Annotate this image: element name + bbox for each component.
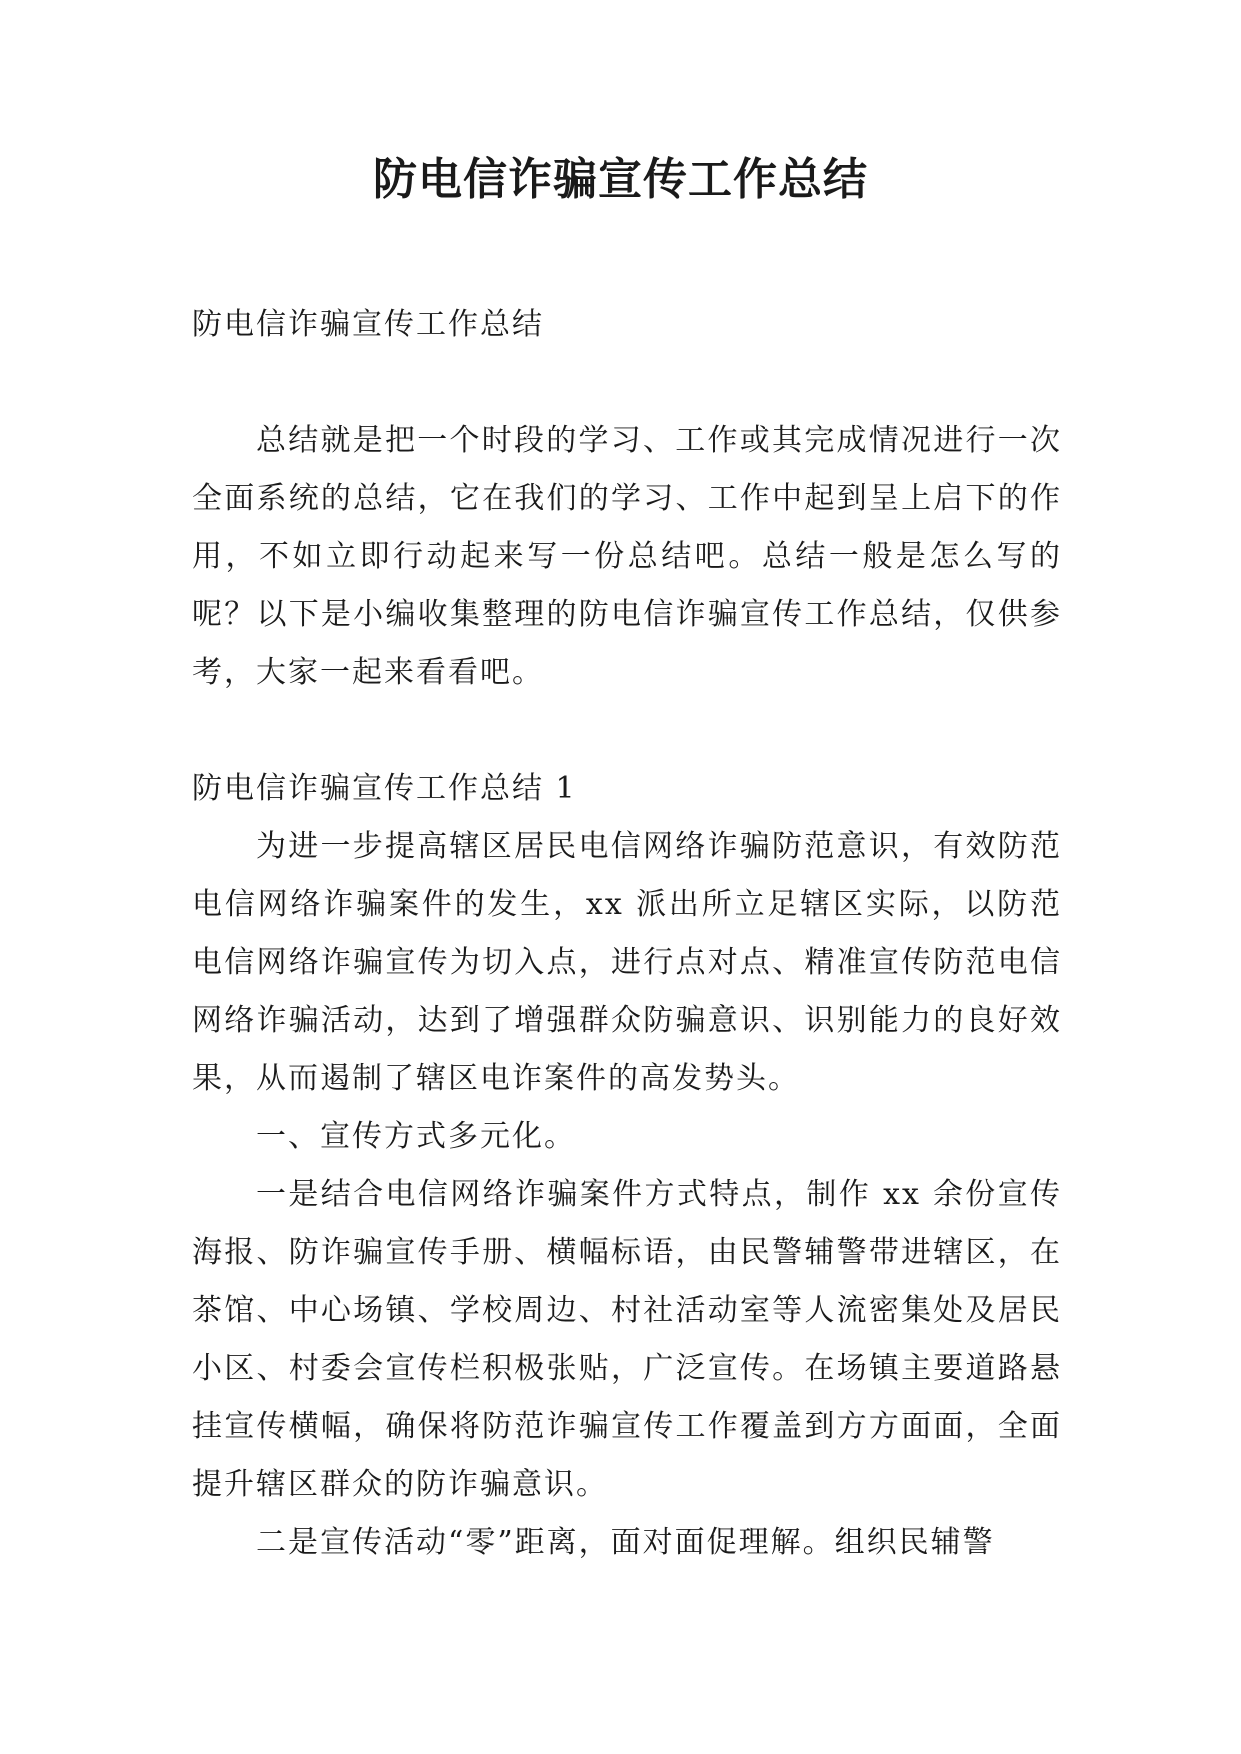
intro-paragraph: 总结就是把一个时段的学习、工作或其完成情况进行一次全面系统的总结，它在我们的学习、工作中起到呈上启下的作用，不如立即行动起来写一份总结吧。总结一般是怎么写的呢？以下是小编收集整理的防电信诈骗宣传工作总结，仅供参考，大家一起来看看吧。 [192, 423, 1062, 690]
body-paragraph: 二是宣传活动“零”距离，面对面促理解。组织民辅警 [256, 1525, 995, 1560]
body-paragraph: 为进一步提高辖区居民电信网络诈骗防范意识，有效防范电信网络诈骗案件的发生，xx 派出所立足辖区实际，以防范电信网络诈骗宣传为切入点，进行点对点、精准宣传防范电信网络诈骗活动，达到了增强群众防骗意识、识别能力的良好效果，从而遏制了辖区电诈案件的高发势头。 [192, 829, 1062, 1096]
document-subtitle: 防电信诈骗宣传工作总结 [192, 307, 544, 342]
document-body [192, 296, 1062, 1572]
document-title: 防电信诈骗宣传工作总结 [373, 154, 868, 205]
body-paragraph: 一是结合电信网络诈骗案件方式特点，制作 xx 余份宣传海报、防诈骗宣传手册、横幅标语，由民警辅警带进辖区，在茶馆、中心场镇、学校周边、村社活动室等人流密集处及居民小区、村委会宣传栏积极张贴，广泛宣传。在场镇主要道路悬挂宣传横幅，确保将防范诈骗宣传工作覆盖到方方面面，全面提升辖区群众的防诈骗意识。 [192, 1177, 1062, 1502]
section-point-heading: 一、宣传方式多元化。 [256, 1119, 576, 1154]
section-heading: 防电信诈骗宣传工作总结 1 [192, 771, 577, 806]
